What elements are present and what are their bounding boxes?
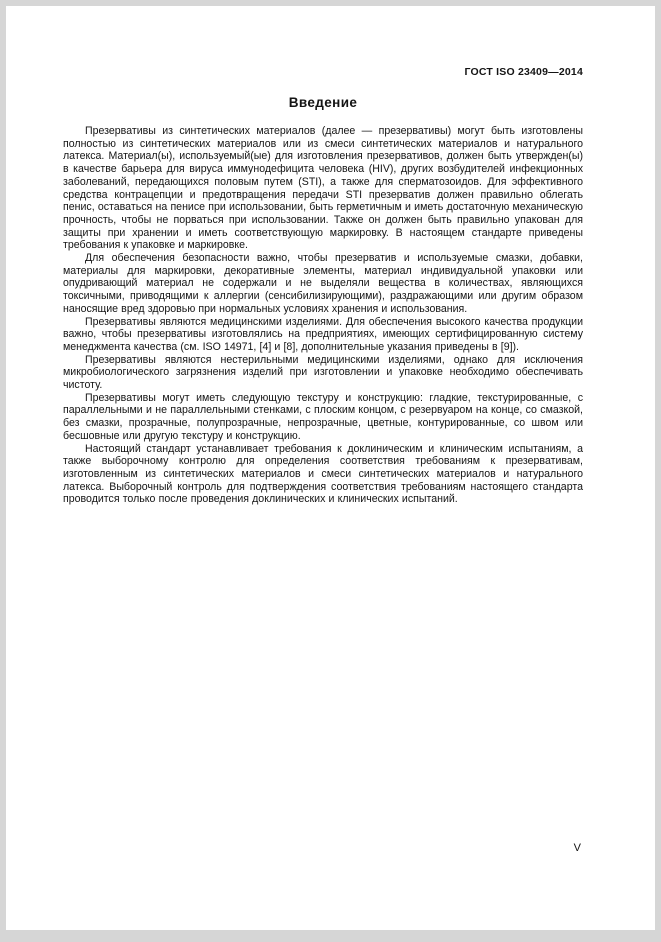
paragraph-6: Настоящий стандарт устанавливает требования к доклиническим и клиническим испытаниям, а также выборочному контролю для определения соответствия требованиям к презервативам, изготовленным из синтетических материалов и смеси синтетических материалов и натурального латекса. Выборочный контроль для подтверждения соответствия требованиям настоящего стандарта проводится только после проведения доклинических и клинических испытаний. [63, 442, 583, 506]
section-title: Введение [288, 95, 358, 110]
body-text [63, 125, 583, 506]
paragraph-1: Презервативы из синтетических материалов (далее — презервативы) могут быть изготовлены полностью из синтетических материалов или из смеси синтетических материалов и натурального латекса. Материал(ы), используемый(ые) для изготовления презервативов, должен быть утвержден(ы) в качестве барьера для вируса иммунодефицита человека (HIV), других возбудителей инфекционных заболеваний, передающихся половым путем (STI), а также для сперматозоидов. Для эффективного средства контрацепции и предотвращения передачи STI презерватив должен правильно облегать пенис, оставаться на пенисе при использовании, быть герметичным и иметь достаточную механическую прочность, чтобы не порваться при использовании. Также он должен быть правильно упакован для защиты при хранении и иметь соответствующую маркировку. В настоящем стандарте приведены требования к упаковке и маркировке. [63, 125, 583, 252]
document-designation-header: ГОСТ ISO 23409—2014 [464, 66, 583, 78]
paragraph-2: Для обеспечения безопасности важно, чтобы презерватив и используемые смазки, добавки, материалы для маркировки, декоративные элементы, материал индивидуальной упаковки или опудривающий материал не содержали и не выделяли вещества в количествах, являющихся токсичными, приводящими к аллергии (сенсибилизирующими), раздражающими или другим образом наносящие вред здоровью при нормальных условиях хранения и использования. [63, 252, 583, 315]
paragraph-4: Презервативы являются нестерильными медицинскими изделиями, однако для исключения микробиологического загрязнения изделий при изготовлении и упаковке необходимо обеспечивать чистоту. [63, 353, 583, 392]
page-number: V [573, 842, 581, 854]
paragraph-5: Презервативы могут иметь следующую текстуру и конструкцию: гладкие, текстурированные, с параллельными и не параллельными стенками, с плоским концом, с резервуаром на конце, со смазкой, без смазки, прозрачные, полупрозрачные, непрозрачные, цветные, контурированные, со швом или бесшовные или другую текстуру и конструкцию. [63, 391, 583, 442]
document-page [6, 6, 655, 930]
paragraph-3: Презервативы являются медицинскими изделиями. Для обеспечения высокого качества продукции важно, чтобы презервативы изготовлялись на предприятиях, имеющих сертифицированную систему менеджмента качества (см. ISO 14971, [4] и [8], дополнительные указания приведены в [9]). [63, 315, 583, 353]
page-content [6, 6, 655, 506]
